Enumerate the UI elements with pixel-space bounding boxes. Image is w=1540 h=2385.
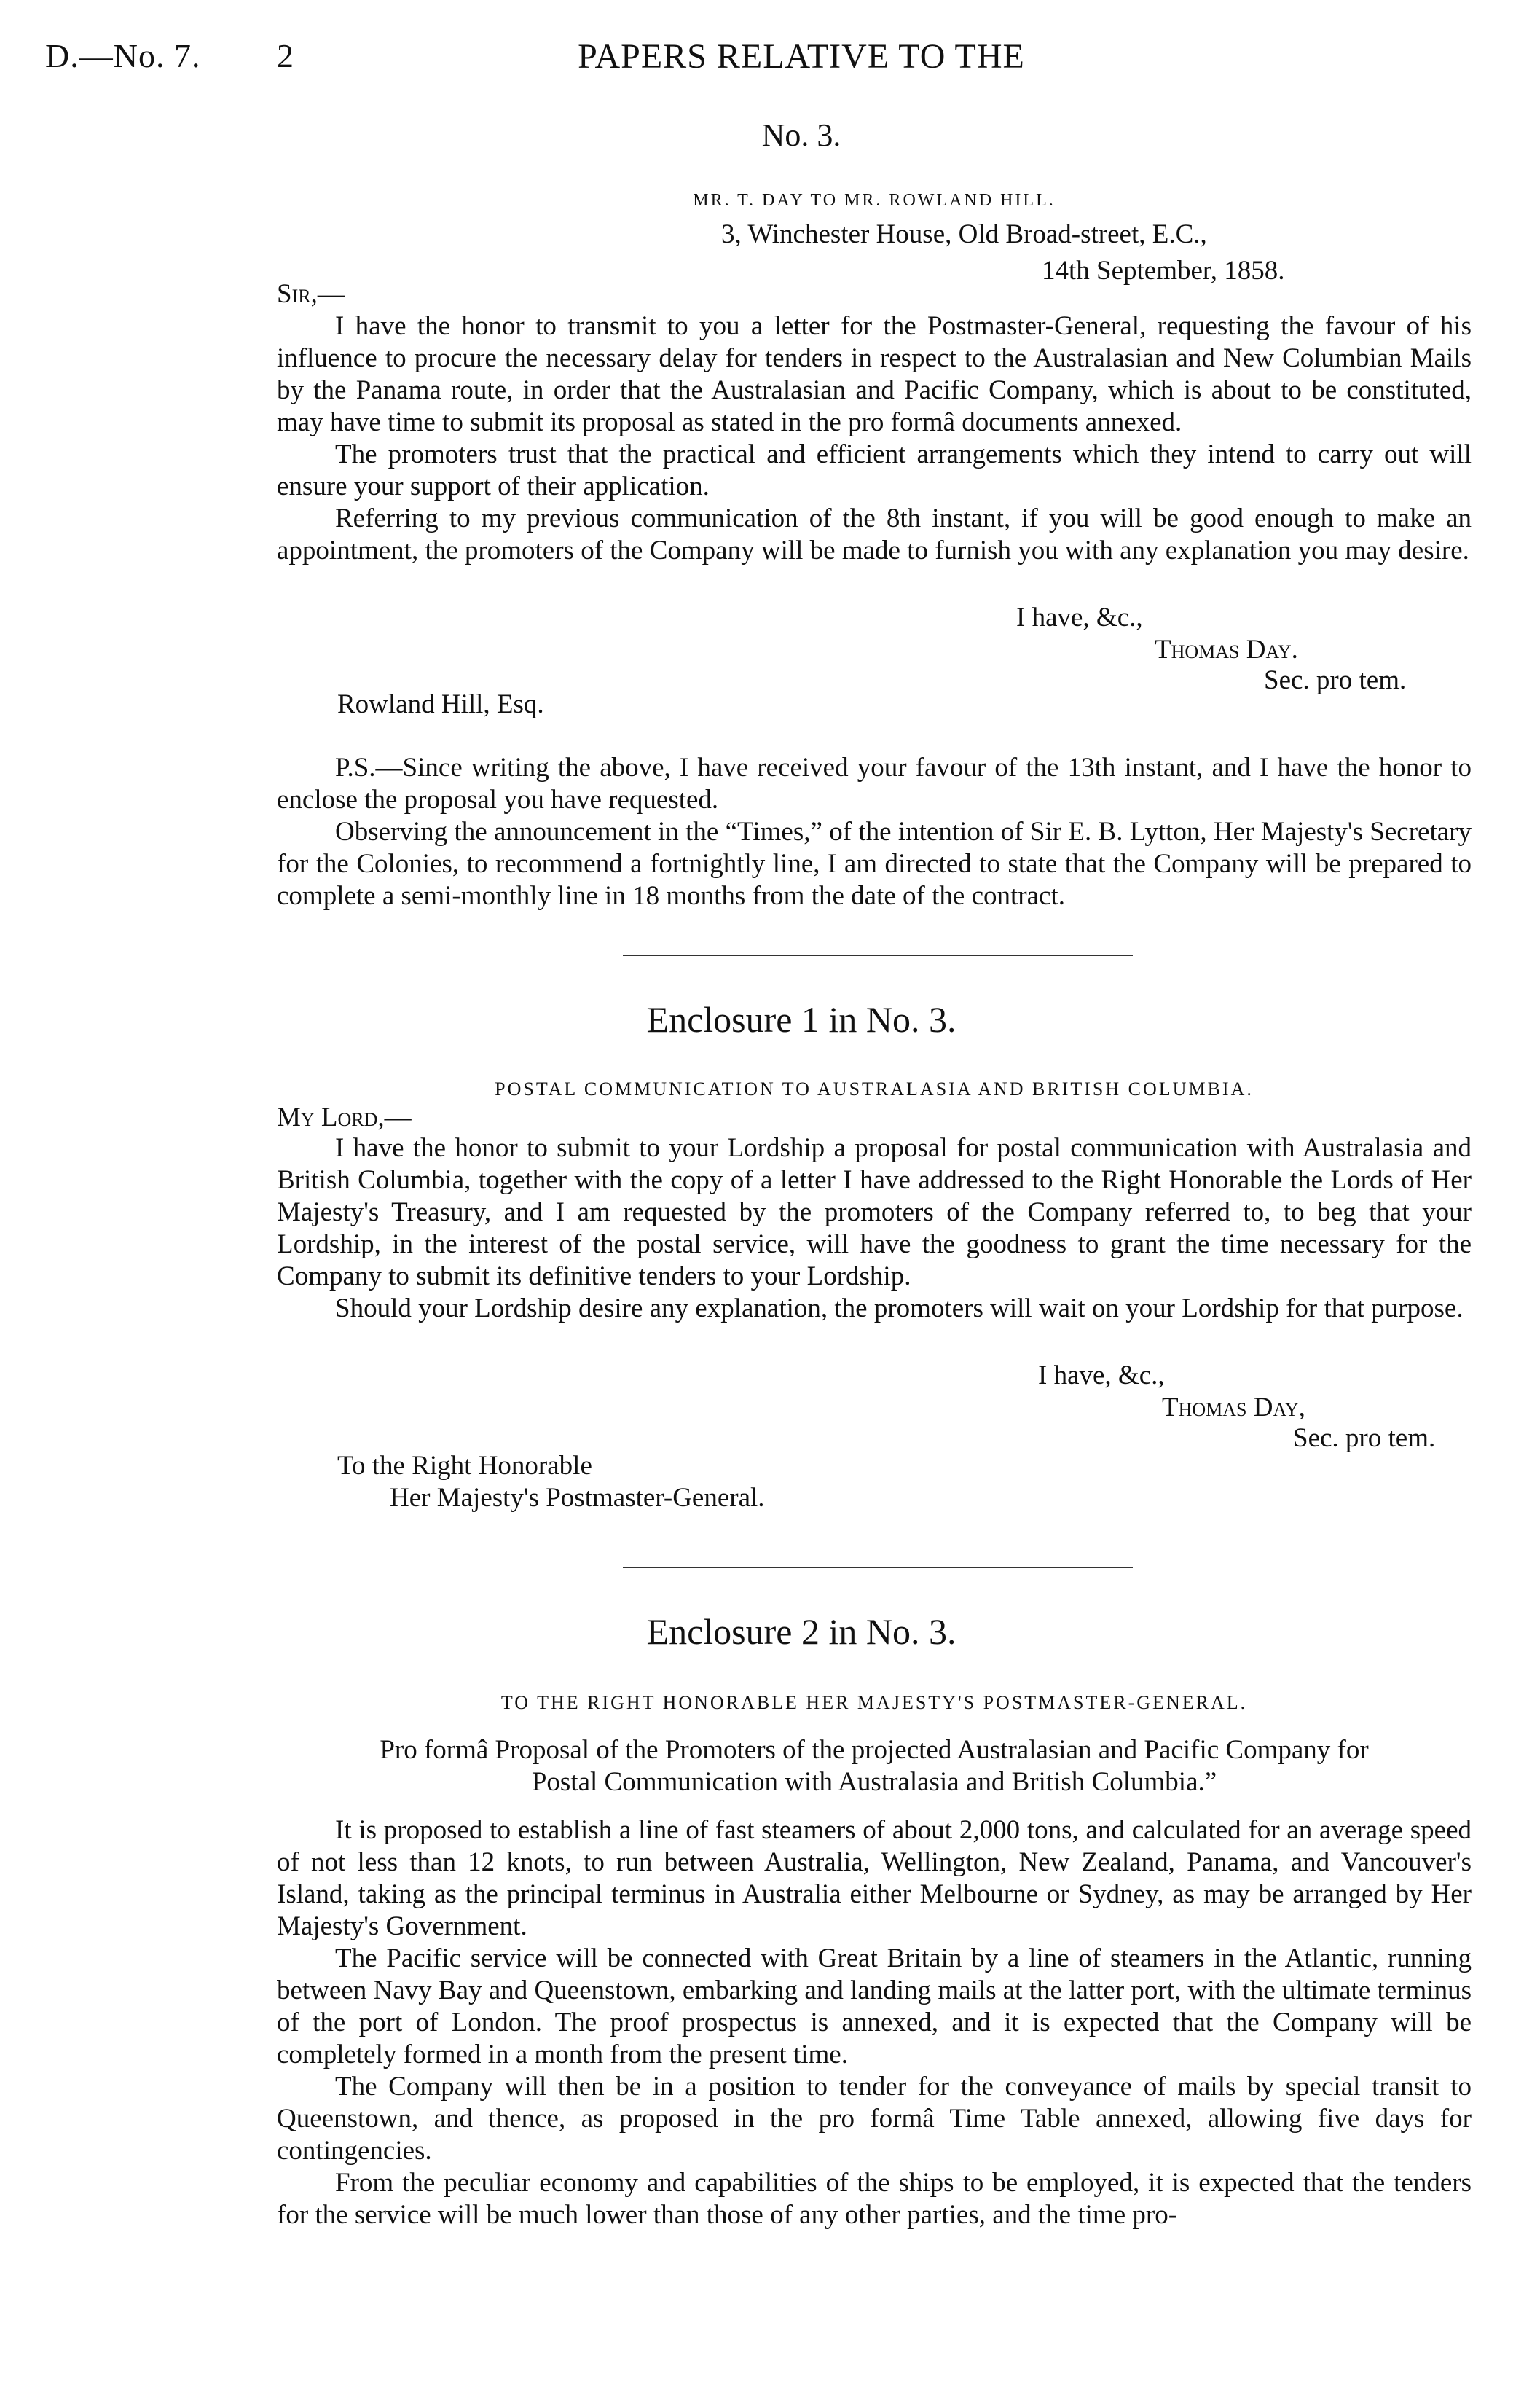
letter-paragraph: The promoters trust that the practical and efficient arrangements which they intend to carry out will ensure your support of their application. xyxy=(277,439,1472,501)
enclosure-2-body xyxy=(277,1814,1472,2231)
section-divider xyxy=(623,1567,1133,1568)
enclosure-1-closing: I have, &c., xyxy=(1038,1360,1165,1390)
letter-paragraph: I have the honor to transmit to you a letter for the Postmaster-General, requesting the favour of his influence to procure the necessary delay for tenders in respect to the Australasian and New Columbian Mails by the Panama route, in order that the Australasian and Pacific Company, which is about to be constituted, may have time to submit its proposal as stated in the pro formâ documents annexed. xyxy=(277,311,1472,437)
enclosure-2-title: Enclosure 2 in No. 3. xyxy=(646,1611,956,1652)
enclosure-2-paragraph: It is proposed to establish a line of fast steamers of about 2,000 tons, and calculated for an average speed of not less than 12 knots, to run between Australia, Wellington, New Zealand, Panama, and Vancouver's Island, taking as the principal terminus in Australia either Melbourne or Sydney, as may be arranged by Her Majesty's Government. xyxy=(277,1815,1472,1941)
letter-number: No. 3. xyxy=(761,117,841,153)
letter-signature-title: Sec. pro tem. xyxy=(1264,665,1407,695)
document-reference: D.—No. 7. xyxy=(45,37,201,74)
enclosure-2-paragraph: The Company will then be in a position to tender for the conveyance of mails by special transit to Queenstown, and thence, as proposed in the pro formâ Time Table annexed, allowing five days for contingencies. xyxy=(277,2072,1472,2166)
postscript-paragraph: P.S.—Since writing the above, I have received your favour of the 13th instant, and I have the honor to enclose the proposal you have requested. xyxy=(277,753,1472,815)
page-number: 2 xyxy=(277,37,294,74)
letter-paragraph: Referring to my previous communication of the 8th instant, if you will be good enough to make an appointment, the promoters of the Company will be made to furnish you with any explanation you may desire. xyxy=(277,504,1472,565)
enclosure-1-signature-title: Sec. pro tem. xyxy=(1293,1423,1436,1453)
enclosure-2-heading: TO THE RIGHT HONORABLE HER MAJESTY'S POSTMASTER-GENERAL. xyxy=(500,1692,1248,1713)
letter-salutation: Sir,— xyxy=(277,279,345,309)
running-title: PAPERS RELATIVE TO THE xyxy=(578,37,1025,76)
section-divider xyxy=(623,955,1133,956)
postscript-paragraph: Observing the announcement in the “Times,” of the intention of Sir E. B. Lytton, Her Majesty's Secretary for the Colonies, to recommend a fortnightly line, I am directed to state that the Company will be prepared to complete a semi-monthly line in 18 months from the date of the contract. xyxy=(277,817,1472,911)
enclosure-1-body xyxy=(277,1132,1472,1325)
enclosure-2-subtitle: Postal Communication with Australasia and British Columbia.” xyxy=(531,1767,1217,1797)
letter-signature: Thomas Day. xyxy=(1155,635,1298,665)
enclosure-1-heading: POSTAL COMMUNICATION TO AUSTRALASIA AND BRITISH COLUMBIA. xyxy=(495,1078,1254,1100)
letter-address: 3, Winchester House, Old Broad-street, E.C., xyxy=(721,219,1207,249)
letter-closing: I have, &c., xyxy=(1016,603,1143,633)
enclosure-1-title: Enclosure 1 in No. 3. xyxy=(646,999,956,1040)
postscript xyxy=(277,752,1472,912)
enclosure-1-addressee: Her Majesty's Postmaster-General. xyxy=(390,1483,765,1513)
enclosure-1-signature: Thomas Day, xyxy=(1162,1393,1305,1422)
enclosure-1-salutation: My Lord,— xyxy=(277,1103,412,1132)
letter-heading: MR. T. DAY TO MR. ROWLAND HILL. xyxy=(693,191,1056,210)
enclosure-2-subtitle: Pro formâ Proposal of the Promoters of the projected Australasian and Pacific Company for xyxy=(380,1735,1369,1765)
enclosure-1-addressee: To the Right Honorable xyxy=(337,1451,592,1481)
enclosure-2-paragraph: From the peculiar economy and capabilities of the ships to be employed, it is expected that the tenders for the service will be much lower than those of any other parties, and the time pro- xyxy=(277,2168,1472,2230)
letter-date: 14th September, 1858. xyxy=(1042,256,1285,286)
enclosure-1-paragraph: I have the honor to submit to your Lordship a proposal for postal communication with Australasia and British Columbia, together with the copy of a letter I have addressed to the Right Honorable the Lords of Her Majesty's Treasury, and I am requested by the promoters of the Company referred to, to beg that your Lordship, in the interest of the postal service, will have the goodness to grant the time necessary for the Company to submit its definitive tenders to your Lordship. xyxy=(277,1133,1472,1291)
enclosure-1-paragraph: Should your Lordship desire any explanation, the promoters will wait on your Lordship for that purpose. xyxy=(335,1293,1464,1323)
letter-addressee: Rowland Hill, Esq. xyxy=(337,689,544,719)
enclosure-2-paragraph: The Pacific service will be connected with Great Britain by a line of steamers in the Atlantic, running between Navy Bay and Queenstown, embarking and landing mails at the latter port, with the ultimate terminus of the port of London. The proof prospectus is annexed, and it is expected that the Company will be completely formed in a month from the present time. xyxy=(277,1943,1472,2069)
letter-body xyxy=(277,310,1472,567)
